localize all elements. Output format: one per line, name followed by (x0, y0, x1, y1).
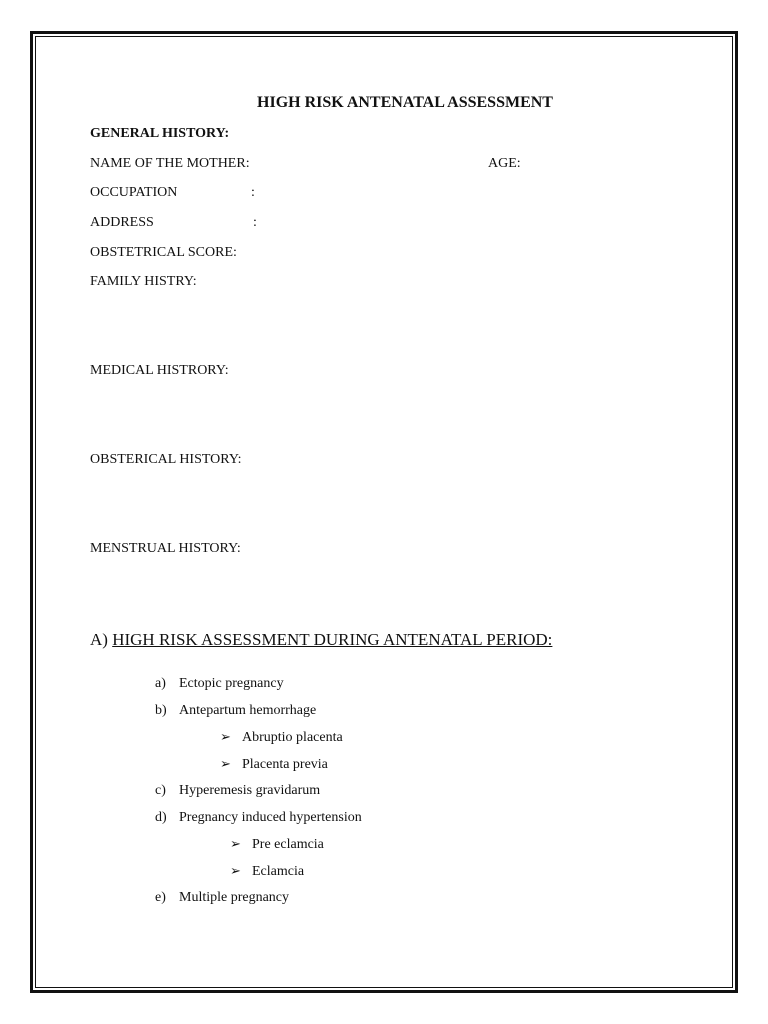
arrow-bullet-icon: ➢ (230, 836, 241, 851)
medical-history-label: MEDICAL HISTRORY: (90, 363, 229, 378)
list-item-label: Antepartum hemorrhage (179, 703, 317, 718)
list-item-label: Multiple pregnancy (179, 890, 290, 905)
list-item-label: Hyperemesis gravidarum (179, 783, 321, 798)
list-item-marker: b) (155, 703, 167, 718)
section-a-title: HIGH RISK ASSESSMENT DURING ANTENATAL PERIOD: (112, 630, 553, 649)
age-label: AGE: (488, 156, 521, 171)
sub-list-item-label: Eclamcia (252, 864, 305, 879)
list-item-label: Ectopic pregnancy (179, 676, 284, 691)
address-label: ADDRESS (90, 215, 154, 230)
family-history-label: FAMILY HISTRY: (90, 274, 197, 289)
page-border-inner (35, 36, 733, 988)
document-title: HIGH RISK ANTENATAL ASSESSMENT (257, 94, 553, 111)
obstetrical-score-label: OBSTETRICAL SCORE: (90, 245, 237, 260)
list-item (155, 703, 316, 719)
section-a-heading (90, 630, 552, 650)
list-item (155, 676, 284, 692)
list-item (155, 810, 362, 826)
list-item-marker: a) (155, 676, 166, 691)
sub-list-item (230, 836, 324, 853)
sub-list-item (230, 863, 304, 880)
list-item (155, 890, 289, 906)
list-item-label: Pregnancy induced hypertension (179, 810, 362, 825)
arrow-bullet-icon: ➢ (220, 729, 231, 744)
general-history-heading: GENERAL HISTORY: (90, 126, 230, 141)
mother-name-label: NAME OF THE MOTHER: (90, 156, 250, 171)
section-a-prefix: A) (90, 630, 108, 649)
list-item-marker: d) (155, 810, 167, 825)
arrow-bullet-icon: ➢ (220, 756, 231, 771)
address-colon: : (253, 215, 257, 230)
sub-list-item-label: Placenta previa (242, 757, 328, 772)
occupation-label: OCCUPATION (90, 185, 178, 200)
sub-list-item-label: Pre eclamcia (252, 837, 324, 852)
list-item-marker: c) (155, 783, 166, 798)
sub-list-item (220, 729, 343, 746)
list-item-marker: e) (155, 890, 166, 905)
obstetrical-history-label: OBSTERICAL HISTORY: (90, 452, 242, 467)
list-item (155, 783, 320, 799)
sub-list-item-label: Abruptio placenta (242, 730, 343, 745)
occupation-colon: : (251, 185, 255, 200)
menstrual-history-label: MENSTRUAL HISTORY: (90, 541, 241, 556)
arrow-bullet-icon: ➢ (230, 863, 241, 878)
sub-list-item (220, 756, 328, 773)
